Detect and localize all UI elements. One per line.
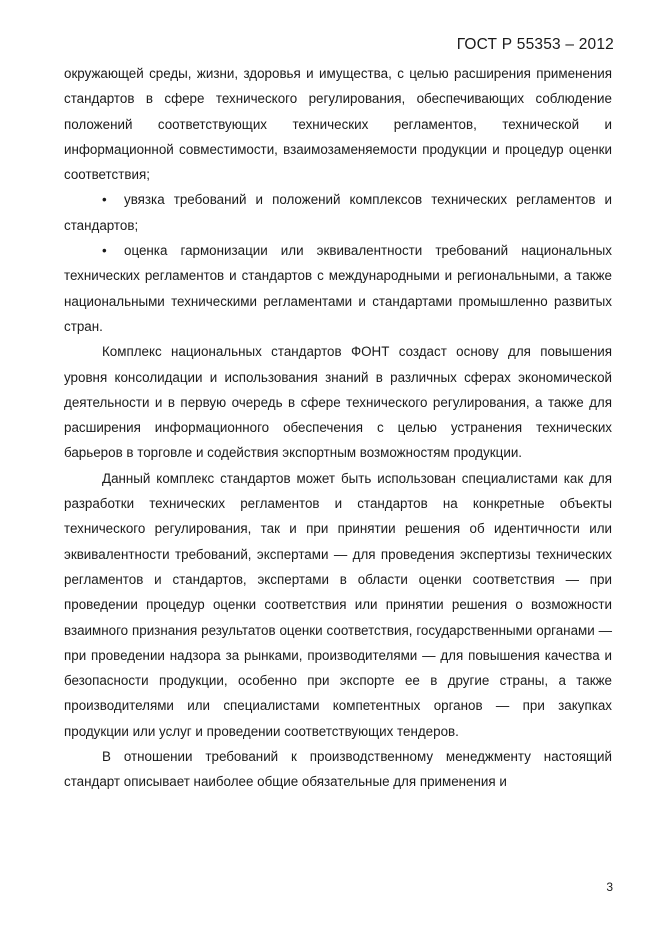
paragraph-continuation: окружающей среды, жизни, здоровья и имущества, с целью расширения применения стандартов в сфере технического регулирования, обеспечивающих соблюдение положений соответствующих технических регламентов, технической и информационной совместимости, взаимозаменяемости продукции и процедур оценки соответствия; xyxy=(64,66,612,183)
list-item xyxy=(64,238,612,339)
bullet-icon: • xyxy=(102,192,107,208)
list-item-text: оценка гармонизации или эквивалентности требований национальных технических регламентов и стандартов с международными и региональными, а также национальными техническими регламентами и стандартами промышленно развитых стран. xyxy=(64,243,612,334)
document-header-title: ГОСТ Р 55353 – 2012 xyxy=(456,36,614,53)
paragraph: Комплекс национальных стандартов ФОНТ создаст основу для повышения уровня консолидации и использования знаний в различных сферах экономической деятельности и в первую очередь в сфере технического регулирования, а также для расширения информационного обеспечения с целью устранения технических барьеров в торговле и содействия экспортным возможностям продукции. xyxy=(64,344,612,461)
paragraph: В отношении требований к производственному менеджменту настоящий стандарт описывает наиболее общие обязательные для применения и xyxy=(64,749,612,790)
page-number: 3 xyxy=(606,880,613,894)
document-body xyxy=(64,61,612,795)
paragraph: Данный комплекс стандартов может быть использован специалистами как для разработки технических регламентов и стандартов на конкретные объекты технического регулирования, так и при принятии решения об идентичности или эквивалентности требований, экспертами — для проведения экспертизы технических регламентов и стандартов, экспертами в области оценки соответствия — при проведении процедур оценки соответствия или принятии решения о возможности взаимного признания результатов оценки соответствия, государственными органами — при проведении надзора за рынками, производителями — для повышения качества и безопасности продукции, особенно при экспорте ее в другие страны, а также производителями или специалистами компетентных органов — при закупках продукции или услуг и проведении соответствующих тендеров. xyxy=(64,470,612,739)
bullet-icon: • xyxy=(102,243,107,259)
list-item-text: увязка требований и положений комплексов технических регламентов и стандартов; xyxy=(64,192,612,233)
list-item xyxy=(64,187,612,238)
